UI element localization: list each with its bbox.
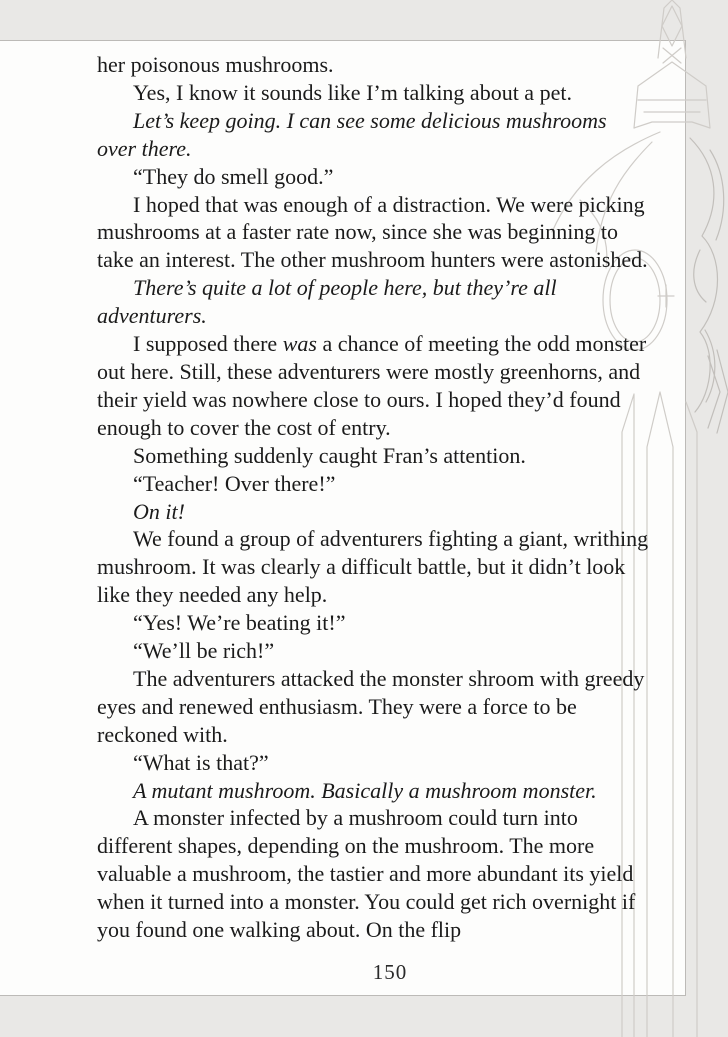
paragraph	[97, 442, 649, 470]
italic-run: A mutant mushroom. Basically a mushroom monster.	[133, 777, 597, 803]
text-run: We found a group of adventurers fighting a giant, writhing mushroom. It was clearly a difficult battle, but it didn’t look like they needed any help.	[97, 526, 649, 608]
text-run: A monster infected by a mushroom could turn into different shapes, depending on the mushroom. The more valuable a mushroom, the tastier and more abundant its yield when it turned into a monster. You could get rich overnight if you found one walking about. On the flip	[97, 805, 636, 943]
paragraph	[97, 749, 649, 777]
text-run: “What is that?”	[133, 749, 269, 775]
paragraph	[97, 804, 649, 944]
paragraph	[97, 470, 649, 498]
text-run: I hoped that was enough of a distraction. We were picking mushrooms at a faster rate now, since she was beginning to take an interest. The other mushroom hunters were astonished.	[97, 191, 648, 273]
paragraph	[97, 191, 649, 275]
paragraph	[97, 330, 649, 442]
paragraph	[97, 665, 649, 749]
paragraph	[97, 107, 649, 163]
paragraph	[97, 525, 649, 609]
paragraph	[97, 274, 649, 330]
paragraph	[97, 637, 649, 665]
italic-run: was	[282, 331, 317, 357]
paragraph	[97, 609, 649, 637]
text-run: The adventurers attacked the monster shroom with greedy eyes and renewed enthusiasm. They were a force to be reckoned with.	[97, 665, 645, 747]
text-run: a chance of meeting the odd monster out here. Still, these adventurers were mostly greenhorns, and their yield was nowhere close to ours. I hoped they’d found enough to cover the cost of entry.	[97, 331, 647, 440]
italic-run: Let’s keep going. I can see some delicious mushrooms over there.	[97, 107, 607, 161]
paragraph	[97, 777, 649, 805]
paragraph	[97, 498, 649, 526]
paragraph	[97, 163, 649, 191]
page-number: 150	[372, 960, 408, 984]
text-run: I supposed there	[133, 331, 283, 357]
text-run: “Teacher! Over there!”	[133, 470, 336, 496]
paragraph	[97, 51, 649, 79]
italic-run: There’s quite a lot of people here, but they’re all adventurers.	[97, 275, 557, 329]
italic-run: On it!	[133, 498, 185, 524]
paragraph	[97, 79, 649, 107]
page-text	[97, 51, 649, 944]
text-run: Something suddenly caught Fran’s attention.	[133, 442, 526, 468]
text-run: Yes, I know it sounds like I’m talking about a pet.	[133, 79, 572, 105]
text-run: “They do smell good.”	[133, 163, 334, 189]
text-run: “Yes! We’re beating it!”	[133, 610, 346, 636]
text-run: “We’ll be rich!”	[133, 638, 275, 664]
text-run: her poisonous mushrooms.	[97, 52, 334, 77]
